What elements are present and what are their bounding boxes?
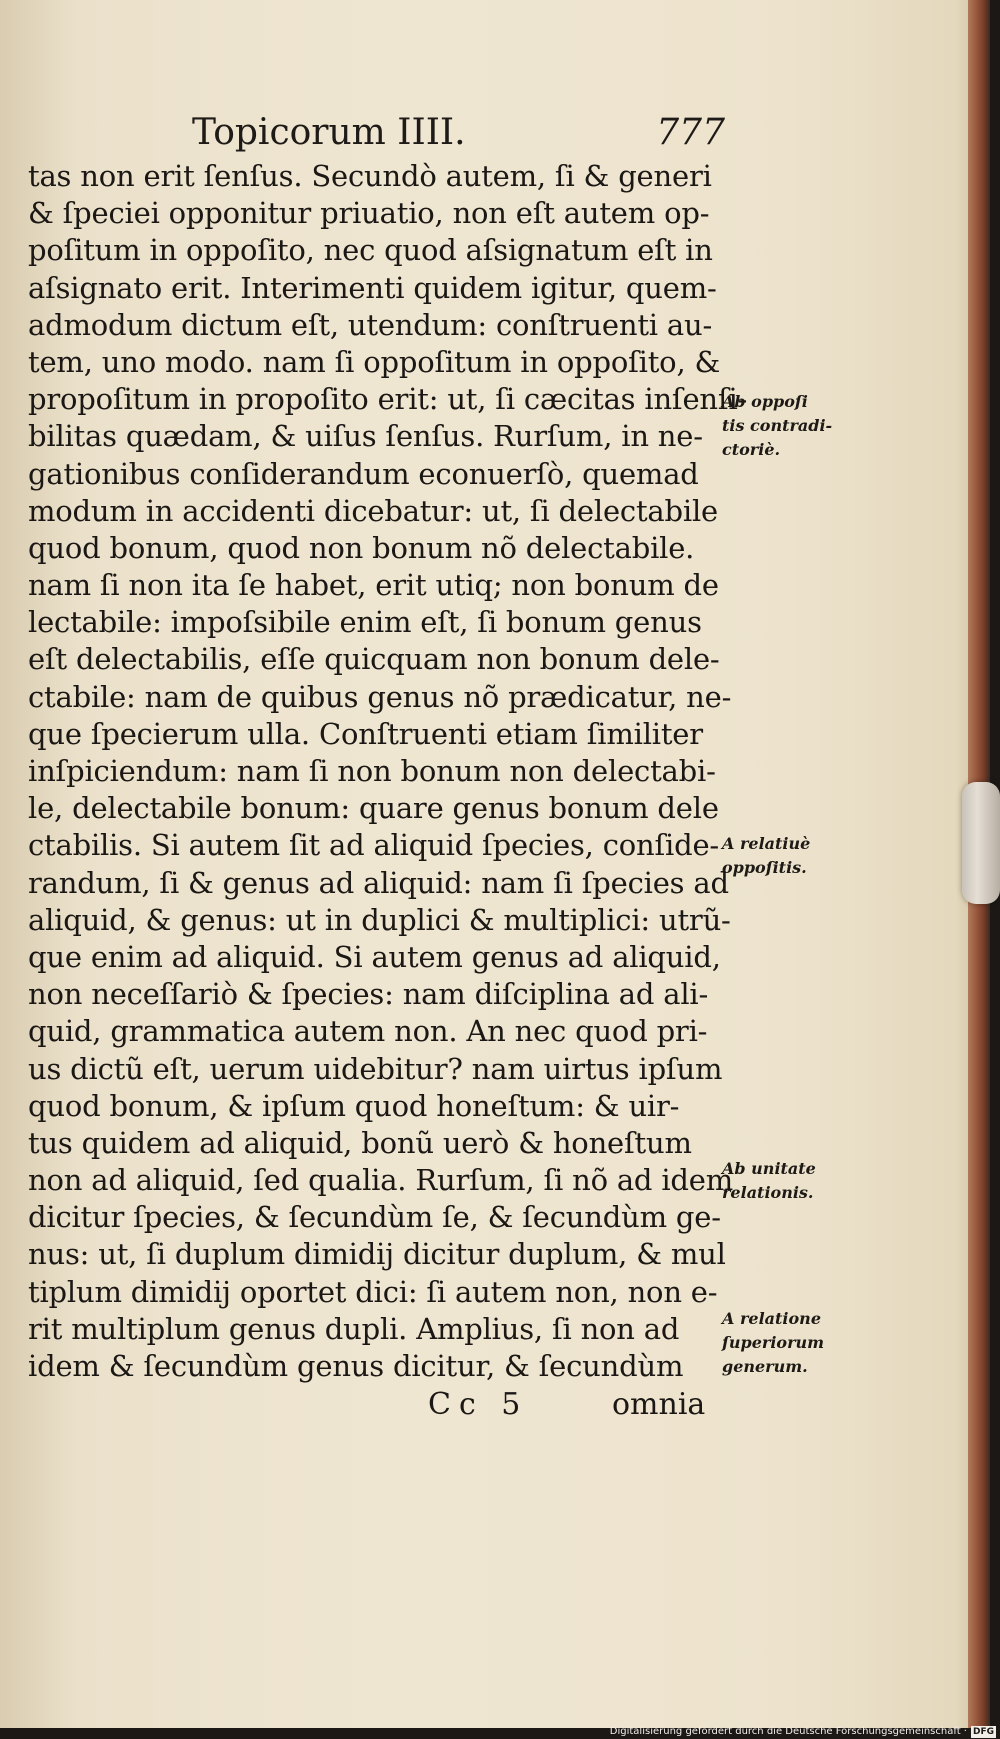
text-line: randum, ſi & genus ad aliquid: nam ſi ſpecies ad [28, 865, 729, 900]
text-line: bilitas quædam, & uiſus ſenſus. Rurſum, in ne- [28, 419, 703, 454]
credit-text: Digitalisierung gefördert durch die Deutsche Forschungsgemeinschaft · [609, 1726, 967, 1737]
marginal-line: tis contradi- [722, 416, 833, 435]
text-line: non neceſſariò & ſpecies: nam diſciplina ad ali- [28, 977, 709, 1012]
marginal-line: A relatione [722, 1309, 821, 1328]
text-line: idem & ſecundùm genus dicitur, & ſecundùm [28, 1349, 684, 1383]
running-title: Topicorum IIII. [192, 112, 466, 153]
marginal-line: Ab unitate [722, 1159, 816, 1178]
text-line: non ad aliquid, ſed qualia. Rurſum, ſi nõ ad idem [28, 1163, 734, 1198]
running-head [180, 112, 725, 158]
marginal-line: oppoſitis. [722, 858, 807, 877]
marginal-note [722, 1157, 862, 1205]
marginal-note [722, 1307, 862, 1379]
marginal-line: ſuperiorum [722, 1333, 825, 1352]
text-line: dicitur ſpecies, & ſecundùm ſe, & ſecundùm ge- [28, 1200, 721, 1235]
text-line: tiplum dimidij oportet dici: ſi autem non, non e- [28, 1274, 718, 1309]
digitization-credit [610, 1725, 996, 1739]
text-line: quod bonum, quod non bonum nõ delectabile. [28, 530, 695, 565]
page-clip [962, 782, 1000, 904]
text-line: nam ſi non ita ſe habet, erit utiq; non bonum de [28, 568, 719, 603]
catchword: omnia [612, 1387, 706, 1422]
marginal-note [722, 390, 862, 462]
marginal-line: Ab oppoſi [722, 392, 808, 411]
text-line: que enim ad aliquid. Si autem genus ad aliquid, [28, 939, 721, 974]
text-line: admodum dictum eſt, utendum: conſtruenti au- [28, 307, 713, 342]
signature-mark: Cc 5 [428, 1387, 529, 1422]
text-line: ctabile: nam de quibus genus nõ prædicatur, ne- [28, 679, 732, 714]
marginal-note [722, 832, 862, 880]
text-line: aliquid, & genus: ut in duplici & multiplici: utrũ- [28, 902, 731, 937]
text-line: tem, uno modo. nam ſi oppoſitum in oppoſito, & [28, 344, 721, 379]
text-line: poſitum in oppoſito, nec quod aſsignatum eſt in [28, 233, 713, 268]
text-line: gationibus conſiderandum econuerſò, quemad [28, 456, 699, 491]
marginal-line: generum. [722, 1357, 808, 1376]
text-line: rit multiplum genus dupli. Amplius, ſi non ad [28, 1311, 680, 1346]
marginal-line: relationis. [722, 1183, 814, 1202]
text-line: lectabile: impoſsibile enim eſt, ſi bonum genus [28, 605, 702, 640]
text-line: aſsignato erit. Interimenti quidem igitur, quem- [28, 270, 717, 305]
marginal-line: ctoriè. [722, 440, 781, 459]
text-line: ctabilis. Si autem ſit ad aliquid ſpecies, conſide- [28, 828, 720, 863]
text-line: propoſitum in propoſito erit: ut, ſi cæcitas inſenſi- [28, 382, 748, 417]
text-line: modum in accidenti dicebatur: ut, ſi delectabile [28, 493, 718, 528]
page-number: 777 [656, 112, 725, 153]
marginal-line: A relatiuè [722, 834, 811, 853]
text-line: quid, grammatica autem non. An nec quod pri- [28, 1014, 708, 1049]
text-line: le, delectabile bonum: quare genus bonum dele [28, 791, 719, 826]
text-line: & ſpeciei opponitur priuatio, non eſt autem op- [28, 196, 710, 231]
dfg-logo: DFG [972, 1727, 994, 1737]
text-line: tas non erit ſenſus. Secundò autem, ſi & generi [28, 159, 712, 193]
text-line: eſt delectabilis, eſſe quicquam non bonum dele- [28, 642, 720, 677]
signature-line [0, 1387, 1000, 1427]
main-text-block [28, 158, 748, 1385]
text-line: us dictũ eſt, uerum uidebitur? nam uirtus ipſum [28, 1051, 723, 1086]
text-line: que ſpecierum ulla. Conſtruenti etiam ſimiliter [28, 716, 703, 751]
text-line: quod bonum, & ipſum quod honeſtum: & uir- [28, 1088, 680, 1123]
text-line: tus quidem ad aliquid, bonũ uerò & honeſtum [28, 1125, 692, 1160]
text-line: inſpiciendum: nam ſi non bonum non delectabi- [28, 754, 716, 788]
text-line: nus: ut, ſi duplum dimidij dicitur duplum, & mul [28, 1237, 726, 1272]
